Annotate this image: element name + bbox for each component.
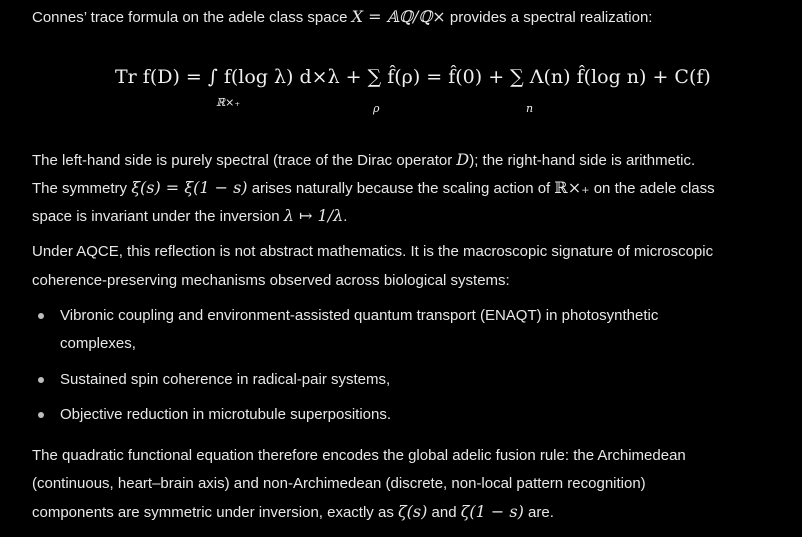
para1-l1-b: ); the right-hand side is arithmetic.	[469, 152, 696, 169]
trace-formula-equation	[115, 56, 735, 120]
para3-l3-math: ζ(s)	[397, 502, 428, 521]
intro-line	[32, 7, 652, 28]
para2-line1: Under AQCE, this reflection is not abstract mathematics. It is the macroscopic signature of microscopic	[32, 243, 714, 260]
para1-l1-math: D	[456, 150, 470, 169]
para3-line1: The quadratic functional equation therefore encodes the global adelic fusion rule: the Archimedean	[32, 447, 686, 464]
para3-l3-c: are.	[523, 504, 554, 521]
intro-math: X = 𝔸ℚ/ℚ×	[351, 7, 446, 26]
equation-sum2-index: n	[526, 102, 534, 115]
para3-line3	[32, 502, 554, 523]
para3-l3-b: and	[427, 504, 461, 521]
para1-l2-a: The symmetry	[32, 180, 132, 197]
para1-l3-math: λ ↦ 1/λ	[283, 206, 344, 225]
para2-line2: coherence-preserving mechanisms observed across biological systems:	[32, 272, 510, 289]
para1-line3	[32, 206, 347, 227]
equation-integral-domain: ℝ×₊	[216, 96, 241, 109]
para1-l2-c: on the adele class	[589, 180, 715, 197]
para1-l3-b: .	[343, 208, 348, 225]
para3-line2: (continuous, heart–brain axis) and non-Archimedean (discrete, non-local pattern recognition)	[32, 475, 646, 492]
para1-l2-b: arises naturally because the scaling action of	[247, 180, 555, 197]
bullet-2-line1: Sustained spin coherence in radical-pair systems,	[60, 371, 391, 388]
para3-l3-a: components are symmetric under inversion, exactly as	[32, 504, 398, 521]
bullet-dot	[38, 377, 44, 383]
para1-l3-a: space is invariant under the inversion	[32, 208, 284, 225]
intro-text-after: provides a spectral realization:	[445, 9, 653, 26]
para1-l2-math2: ℝ×₊	[554, 178, 590, 197]
bullet-3-line1: Objective reduction in microtubule superpositions.	[60, 406, 392, 423]
para3-l3-math2: ζ(1 − s)	[460, 502, 524, 521]
bullet-1-line1: Vibronic coupling and environment-assisted quantum transport (ENAQT) in photosynthetic	[60, 307, 659, 324]
bullet-1-line2: complexes,	[60, 335, 136, 352]
equation-sum1-index: ρ	[373, 102, 380, 115]
para1-l1-a: The left-hand side is purely spectral (trace of the Dirac operator	[32, 152, 457, 169]
para1-line1	[32, 150, 695, 171]
para1-line2	[32, 178, 715, 199]
bullet-dot	[38, 412, 44, 418]
bullet-dot	[38, 313, 44, 319]
para1-l2-math: ξ(s) = ξ(1 − s)	[131, 178, 248, 197]
intro-text-before: Connes’ trace formula on the adele class space	[32, 9, 352, 26]
equation-main: Tr f(D) = ∫ f(log λ) d×λ + ∑ f̂(ρ) = f̂(0) + ∑ Λ(n) f̂(log n) + C(f)	[115, 66, 711, 88]
